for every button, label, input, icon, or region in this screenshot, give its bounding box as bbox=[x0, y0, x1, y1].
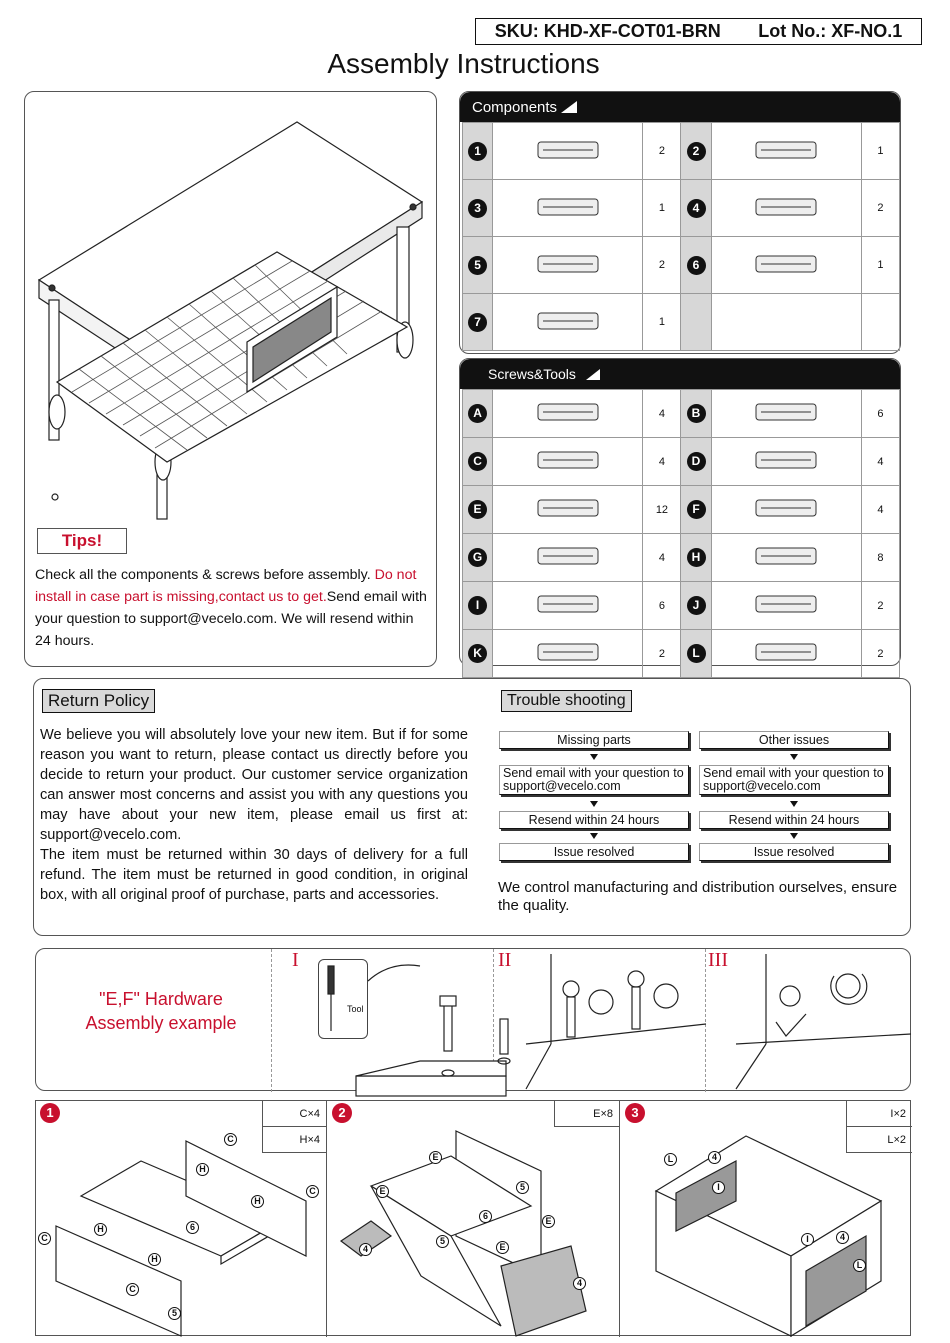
screws-row bbox=[463, 390, 900, 438]
screws-id-badge: H bbox=[687, 548, 706, 567]
divider bbox=[619, 1101, 620, 1337]
screws-qty: 8 bbox=[877, 551, 884, 564]
step-1-label-c: C bbox=[38, 1232, 51, 1245]
screws-qty: 4 bbox=[658, 551, 665, 564]
return-policy-text bbox=[40, 725, 468, 905]
return-policy-label: Return Policy bbox=[42, 689, 155, 713]
step-3-label-i: I bbox=[801, 1233, 814, 1246]
tightened-illustration bbox=[736, 954, 911, 1089]
screws-header bbox=[460, 359, 900, 389]
screws-id-badge: E bbox=[468, 500, 487, 519]
step-I-label: I bbox=[292, 949, 299, 971]
return-policy-paragraph-1: We believe you will absolutely love your new item. But if for some reason you want to return, please contact us directly before you decide to return your product. Our customer service organization can answer most concerns and assist you with any questions you may have about your new item, please email us first at: support@vecelo.com. bbox=[40, 727, 468, 843]
components-id-badge: 2 bbox=[687, 142, 706, 161]
step-1-label-h: H bbox=[148, 1253, 161, 1266]
components-row bbox=[463, 180, 900, 237]
flow-arrow bbox=[590, 754, 598, 760]
step-3-illustration bbox=[646, 1131, 886, 1336]
components-qty: 2 bbox=[658, 259, 665, 271]
screws-qty: 2 bbox=[877, 647, 884, 660]
step-2-hw-1: E×8 bbox=[593, 1107, 613, 1120]
tips-label-box bbox=[37, 528, 127, 554]
components-panel bbox=[459, 91, 901, 354]
divider bbox=[326, 1101, 327, 1337]
step-2-label-e: E bbox=[429, 1151, 442, 1164]
page-title: Assembly Instructions bbox=[327, 48, 600, 79]
step-3-hw-2: L×2 bbox=[887, 1133, 906, 1146]
step-1-hw-1: C×4 bbox=[299, 1107, 320, 1120]
step-2-label-e: E bbox=[542, 1215, 555, 1228]
step-1-number: 1 bbox=[40, 1103, 60, 1123]
step-3-label-4: 4 bbox=[836, 1231, 849, 1244]
step-II-label: II bbox=[498, 949, 512, 971]
step-3-label-4: 4 bbox=[708, 1151, 721, 1164]
screws-title: Screws&Tools bbox=[488, 366, 576, 382]
flow-arrow bbox=[790, 833, 798, 839]
screws-id-badge: F bbox=[687, 500, 706, 519]
part-A-icon bbox=[523, 390, 613, 434]
screws-id-badge: C bbox=[468, 452, 487, 471]
part-H-icon bbox=[741, 534, 831, 578]
step-1-label-5: 5 bbox=[168, 1307, 181, 1320]
components-qty: 1 bbox=[877, 259, 884, 271]
screws-qty: 6 bbox=[877, 407, 884, 420]
components-table bbox=[462, 122, 900, 351]
screws-id-badge: J bbox=[687, 596, 706, 615]
screws-id-badge: D bbox=[687, 452, 706, 471]
screws-id-badge: G bbox=[468, 548, 487, 567]
part-G-icon bbox=[523, 534, 613, 578]
screws-id-badge: L bbox=[687, 644, 706, 663]
part-2-icon bbox=[741, 128, 831, 172]
components-id-badge: 5 bbox=[468, 256, 487, 275]
cam-lock-illustration bbox=[526, 954, 706, 1089]
tips-label: Tips! bbox=[61, 531, 103, 550]
sku-lot-box bbox=[475, 18, 922, 45]
step-1-label-h: H bbox=[196, 1163, 209, 1176]
part-4-icon bbox=[741, 185, 831, 229]
tool-label: Tool bbox=[347, 1004, 364, 1014]
flow-left-step-2: Send email with your question to support@vecelo.com bbox=[499, 765, 689, 795]
flow-right-step-3: Resend within 24 hours bbox=[699, 811, 889, 829]
corner-icon bbox=[586, 369, 600, 380]
trouble-label-box bbox=[501, 690, 632, 712]
screws-qty: 4 bbox=[658, 455, 665, 468]
screwdriver-icon bbox=[320, 961, 520, 1091]
step-1-label-h: H bbox=[251, 1195, 264, 1208]
screws-row bbox=[463, 582, 900, 630]
return-policy-paragraph-2: The item must be returned within 30 days of delivery for a full refund. The item must be returned in good condition, in original box, with all original proof of purchase, parts and accessories. bbox=[40, 847, 468, 903]
screws-qty: 4 bbox=[877, 455, 884, 468]
screws-row bbox=[463, 486, 900, 534]
table-illustration bbox=[27, 102, 437, 512]
flow-right-step-1: Other issues bbox=[699, 731, 889, 749]
screws-id-badge: B bbox=[687, 404, 706, 423]
step-2-label-5: 5 bbox=[436, 1235, 449, 1248]
lot-text: Lot No.: XF-NO.1 bbox=[758, 21, 903, 41]
components-id-badge: 3 bbox=[468, 199, 487, 218]
screws-qty: 12 bbox=[655, 503, 669, 516]
step-1-label-c: C bbox=[224, 1133, 237, 1146]
flow-arrow bbox=[790, 801, 798, 807]
part-D-icon bbox=[741, 438, 831, 482]
components-qty: 2 bbox=[658, 145, 665, 157]
flow-left-step-3: Resend within 24 hours bbox=[499, 811, 689, 829]
part-F-icon bbox=[741, 486, 831, 530]
tips-text-2: Send email with your question to support@vecelo.com. We will resend within 24 hours. bbox=[35, 589, 427, 649]
components-qty: 1 bbox=[658, 316, 665, 328]
divider bbox=[271, 949, 272, 1092]
step-2-label-e: E bbox=[496, 1241, 509, 1254]
components-id-badge: 4 bbox=[687, 199, 706, 218]
step-1-hw-2: H×4 bbox=[299, 1133, 320, 1146]
flow-left-step-1: Missing parts bbox=[499, 731, 689, 749]
components-row bbox=[463, 123, 900, 180]
part-J-icon bbox=[741, 582, 831, 626]
screws-row bbox=[463, 438, 900, 486]
hardware-title-line-1: "E,F" Hardware bbox=[99, 989, 223, 1009]
screws-qty: 4 bbox=[877, 503, 884, 516]
part-6-icon bbox=[741, 242, 831, 286]
step-1-label-c: C bbox=[306, 1185, 319, 1198]
part-L-icon bbox=[741, 630, 831, 674]
screws-id-badge: I bbox=[468, 596, 487, 615]
part-3-icon bbox=[523, 185, 613, 229]
step-1-illustration bbox=[41, 1131, 321, 1336]
components-header bbox=[460, 92, 900, 122]
flow-arrow bbox=[590, 833, 598, 839]
return-policy-label-box bbox=[42, 689, 155, 713]
policy-panel bbox=[33, 678, 911, 936]
step-2-hardware-box bbox=[554, 1101, 619, 1127]
tips-text-1: Check all the components & screws before assembly. bbox=[35, 567, 375, 583]
tips-text-red: Do not install in case part is missing,contact us to get. bbox=[35, 567, 417, 605]
step-2-illustration bbox=[331, 1126, 616, 1336]
step-2-label-4: 4 bbox=[573, 1277, 586, 1290]
step-3-hw-1: I×2 bbox=[890, 1107, 906, 1120]
step-2-label-6: 6 bbox=[479, 1210, 492, 1223]
step-2-number: 2 bbox=[332, 1103, 352, 1123]
step-3-label-l: L bbox=[853, 1259, 866, 1272]
corner-icon bbox=[561, 101, 577, 113]
flow-arrow bbox=[590, 801, 598, 807]
part-K-icon bbox=[523, 630, 613, 674]
hardware-panel bbox=[35, 948, 911, 1091]
steps-panel bbox=[35, 1100, 911, 1336]
part-5-icon bbox=[523, 242, 613, 286]
hardware-title-line-2: Assembly example bbox=[85, 1013, 237, 1033]
components-qty: 2 bbox=[877, 202, 884, 214]
screws-qty: 6 bbox=[658, 599, 665, 612]
trouble-footer: We control manufacturing and distribution ourselves, ensure the quality. bbox=[498, 879, 898, 914]
screws-qty: 2 bbox=[658, 647, 665, 660]
sku-text: SKU: KHD-XF-COT01-BRN bbox=[494, 21, 721, 41]
part-1-icon bbox=[523, 128, 613, 172]
step-2-label-4: 4 bbox=[359, 1243, 372, 1256]
flow-arrow bbox=[790, 754, 798, 760]
components-qty: 1 bbox=[877, 145, 884, 157]
tips-text bbox=[35, 564, 431, 652]
step-1-label-6: 6 bbox=[186, 1221, 199, 1234]
hardware-title bbox=[56, 987, 266, 1035]
screws-table bbox=[462, 389, 900, 726]
flow-right-step-4: Issue resolved bbox=[699, 843, 889, 861]
components-title: Components bbox=[472, 98, 558, 116]
screws-id-badge: K bbox=[468, 644, 487, 663]
flow-left-step-4: Issue resolved bbox=[499, 843, 689, 861]
part-C-icon bbox=[523, 438, 613, 482]
step-3-label-i: I bbox=[712, 1181, 725, 1194]
screws-row bbox=[463, 534, 900, 582]
components-qty: 1 bbox=[658, 202, 665, 214]
product-panel bbox=[24, 91, 437, 667]
step-2-label-5: 5 bbox=[516, 1181, 529, 1194]
screws-panel bbox=[459, 358, 901, 666]
trouble-label: Trouble shooting bbox=[501, 690, 632, 712]
step-1-label-c: C bbox=[126, 1283, 139, 1296]
step-2-label-e: E bbox=[376, 1185, 389, 1198]
components-id-badge: 6 bbox=[687, 256, 706, 275]
components-row bbox=[463, 237, 900, 294]
components-row bbox=[463, 294, 900, 351]
step-3-number: 3 bbox=[625, 1103, 645, 1123]
step-1-label-h: H bbox=[94, 1223, 107, 1236]
components-id-badge: 1 bbox=[468, 142, 487, 161]
screws-id-badge: A bbox=[468, 404, 487, 423]
screws-qty: 2 bbox=[877, 599, 884, 612]
screws-qty: 4 bbox=[658, 407, 665, 420]
screws-row bbox=[463, 630, 900, 678]
part-I-icon bbox=[523, 582, 613, 626]
components-id-badge: 7 bbox=[468, 313, 487, 332]
part-7-icon bbox=[523, 299, 613, 343]
part-E-icon bbox=[523, 486, 613, 530]
flow-right-step-2: Send email with your question to support@vecelo.com bbox=[699, 765, 889, 795]
part-B-icon bbox=[741, 390, 831, 434]
step-III-label: III bbox=[708, 949, 728, 971]
step-3-label-l: L bbox=[664, 1153, 677, 1166]
